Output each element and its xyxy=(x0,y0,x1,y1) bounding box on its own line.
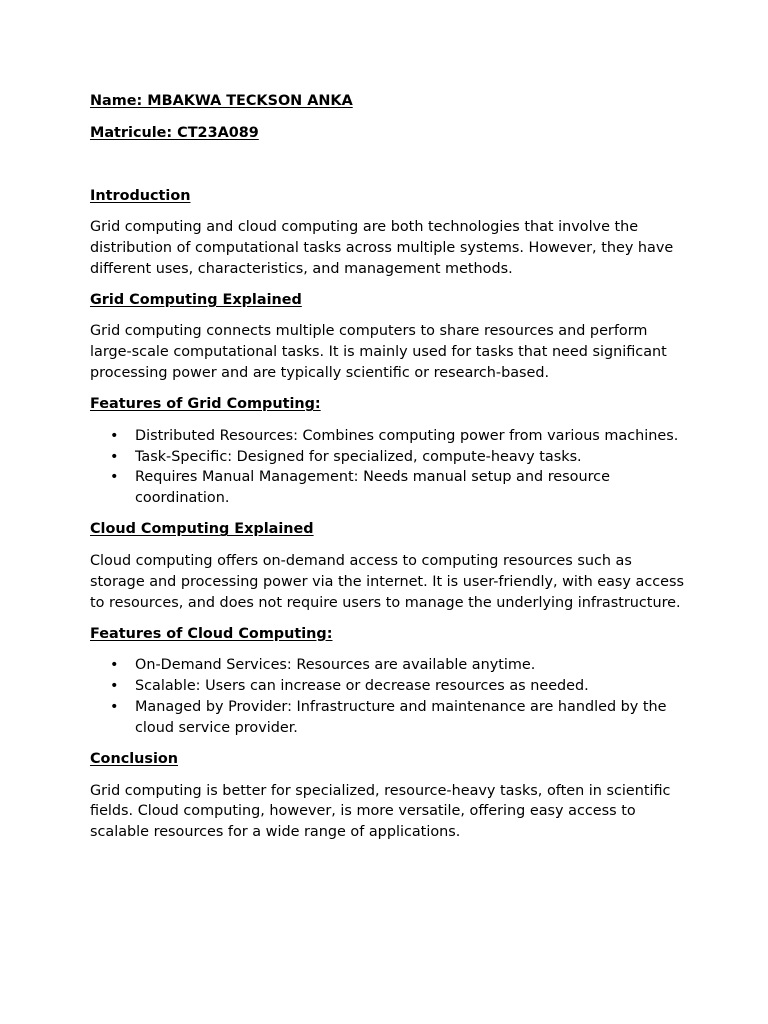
list-item: • Task-Specific: Designed for specialized, compute-heavy tasks. xyxy=(90,447,690,468)
grid-explained-heading: Grid Computing Explained xyxy=(90,291,302,308)
list-item: • On-Demand Services: Resources are available anytime. xyxy=(90,655,690,676)
cloud-features-heading: Features of Cloud Computing: xyxy=(90,625,333,642)
introduction-paragraph: Grid computing and cloud computing are both technologies that involve the distribution of computational tasks across multiple systems. However, they have different uses, characteristics, and management methods. xyxy=(90,219,674,277)
conclusion-heading: Conclusion xyxy=(90,751,179,768)
grid-explained-paragraph: Grid computing connects multiple computers to share resources and perform large-scale computational tasks. It is mainly used for tasks that need significant processing power and are typically scientific or research-based. xyxy=(90,323,667,381)
document-page xyxy=(90,91,690,843)
cloud-explained-heading: Cloud Computing Explained xyxy=(90,521,314,538)
list-item: • Distributed Resources: Combines computing power from various machines. xyxy=(90,426,690,447)
conclusion-paragraph: Grid computing is better for specialized, resource-heavy tasks, often in scientific fields. Cloud computing, however, is more versatile, offering easy access to scalable resources for a wide range of applications. xyxy=(90,782,671,841)
list-item: • Managed by Provider: Infrastructure and maintenance are handled by the cloud service provider. xyxy=(90,697,690,739)
grid-features-heading: Features of Grid Computing: xyxy=(90,396,321,413)
introduction-heading: Introduction xyxy=(90,187,191,204)
grid-features-list xyxy=(90,426,690,509)
list-item: • Scalable: Users can increase or decrease resources as needed. xyxy=(90,676,690,697)
student-name: Name: MBAKWA TECKSON ANKA xyxy=(90,93,353,109)
cloud-explained-paragraph: Cloud computing offers on-demand access to computing resources such as storage and processing power via the internet. It is user-friendly, with easy access to resources, and does not require users to manage the underlying infrastructure. xyxy=(90,552,685,611)
cloud-features-list xyxy=(90,655,690,738)
list-item: • Requires Manual Management: Needs manual setup and resource coordination. xyxy=(90,467,690,509)
student-matricule: Matricule: CT23A089 xyxy=(90,124,259,141)
